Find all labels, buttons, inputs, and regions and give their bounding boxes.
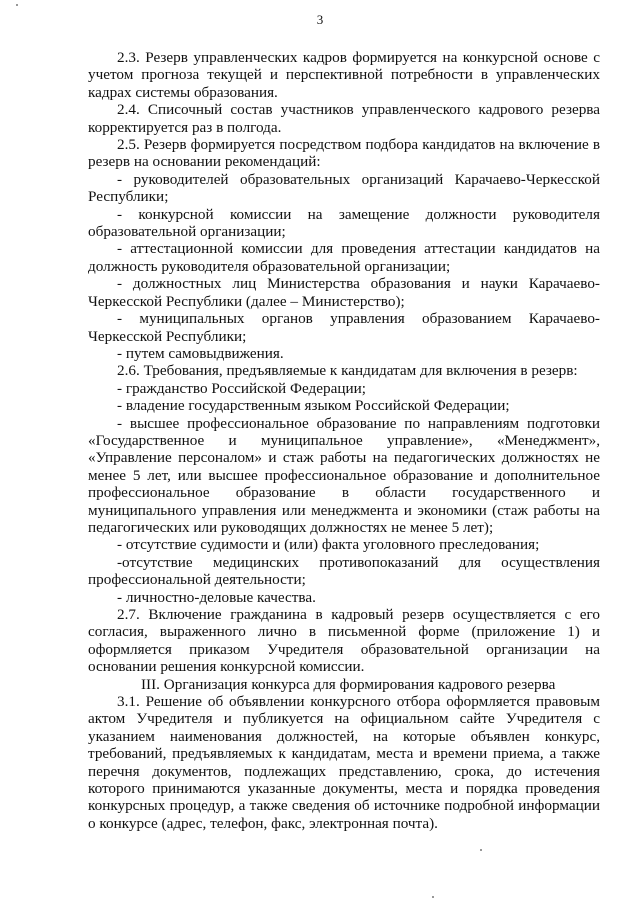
list-item-no-criminal-record: - отсутствие судимости и (или) факта уголовного преследования; [117,536,540,554]
list-item-ministry-officials: - должностных лиц Министерства образования и науки Карачаево-Черкесской Республики (далее – Министерство); [88,275,600,310]
list-item-citizenship: - гражданство Российской Федерации; [117,379,366,397]
list-item-education: - высшее профессиональное образование по направлениям подготовки «Государственное и муниципальное управление», «Менеджмент», «Управление персоналом» и стаж работы на педагогических должностях не менее 5 лет, или высшее профессиональное образование и дополнительное профессиональное образование в области государственного и муниципального управления или менеджмента и экономики (стаж работы на педагогических или руководящих должностях не менее 5 лет); [88,414,600,536]
scan-speck [480,849,482,851]
paragraph-2-4: 2.4. Списочный состав участников управленческого кадрового резерва корректируется раз в полгода. [88,101,600,136]
page-number: 3 [316,12,324,27]
list-item-municipal-bodies: - муниципальных органов управления образованием Карачаево-Черкесской Республики; [88,310,600,345]
list-item-no-medical-contraindications: -отсутствие медицинских противопоказаний для осуществления профессиональной деятельности; [88,553,600,589]
document-body [88,49,600,832]
paragraph-2-7: 2.7. Включение гражданина в кадровый резерв осуществляется с его согласия, выраженного лично в письменной форме (приложение 1) и оформляется приказом Учредителя образовательной организации на основании решения конкурсной комиссии. [88,606,600,676]
list-item-competition-commission: - конкурсной комиссии на замещение должности руководителя образовательной организации; [88,205,600,241]
list-item-personal-qualities: - личностно-деловые качества. [117,588,316,606]
paragraph-2-3: 2.3. Резерв управленческих кадров формируется на конкурсной основе с учетом прогноза текущей и перспективной потребности в управленческих кадрах системы образования. [88,49,600,101]
list-item-self-nomination: - путем самовыдвижения. [117,344,284,362]
paragraph-2-5: 2.5. Резерв формируется посредством подбора кандидатов на включение в резерв на основании рекомендаций: [88,136,600,171]
section-heading-iii: III. Организация конкурса для формирования кадрового резерва [141,675,556,693]
paragraph-2-6: 2.6. Требования, предъявляемые к кандидатам для включения в резерв: [117,362,578,380]
scan-speck [432,896,434,898]
list-item-leaders: - руководителей образовательных организаций Карачаево-Черкесской Республики; [88,170,600,206]
scan-speck [16,4,18,6]
list-item-language: - владение государственным языком Российской Федерации; [117,397,510,415]
list-item-attestation-commission: - аттестационной комиссии для проведения аттестации кандидатов на должность руководителя образовательной организации; [88,240,600,275]
paragraph-3-1: 3.1. Решение об объявлении конкурсного отбора оформляется правовым актом Учредителя и публикуется на официальном сайте Учредителя с указанием наименования должностей, на которые объявлен конкурс, требований, предъявляемых к кандидатам, места и времени приема, а также перечня документов, подлежащих представлению, срока, до истечения которого принимаются указанные документы, места и порядка проведения конкурсных процедур, а также сведения об источнике подробной информации о конкурсе (адрес, телефон, факс, электронная почта). [88,693,600,832]
